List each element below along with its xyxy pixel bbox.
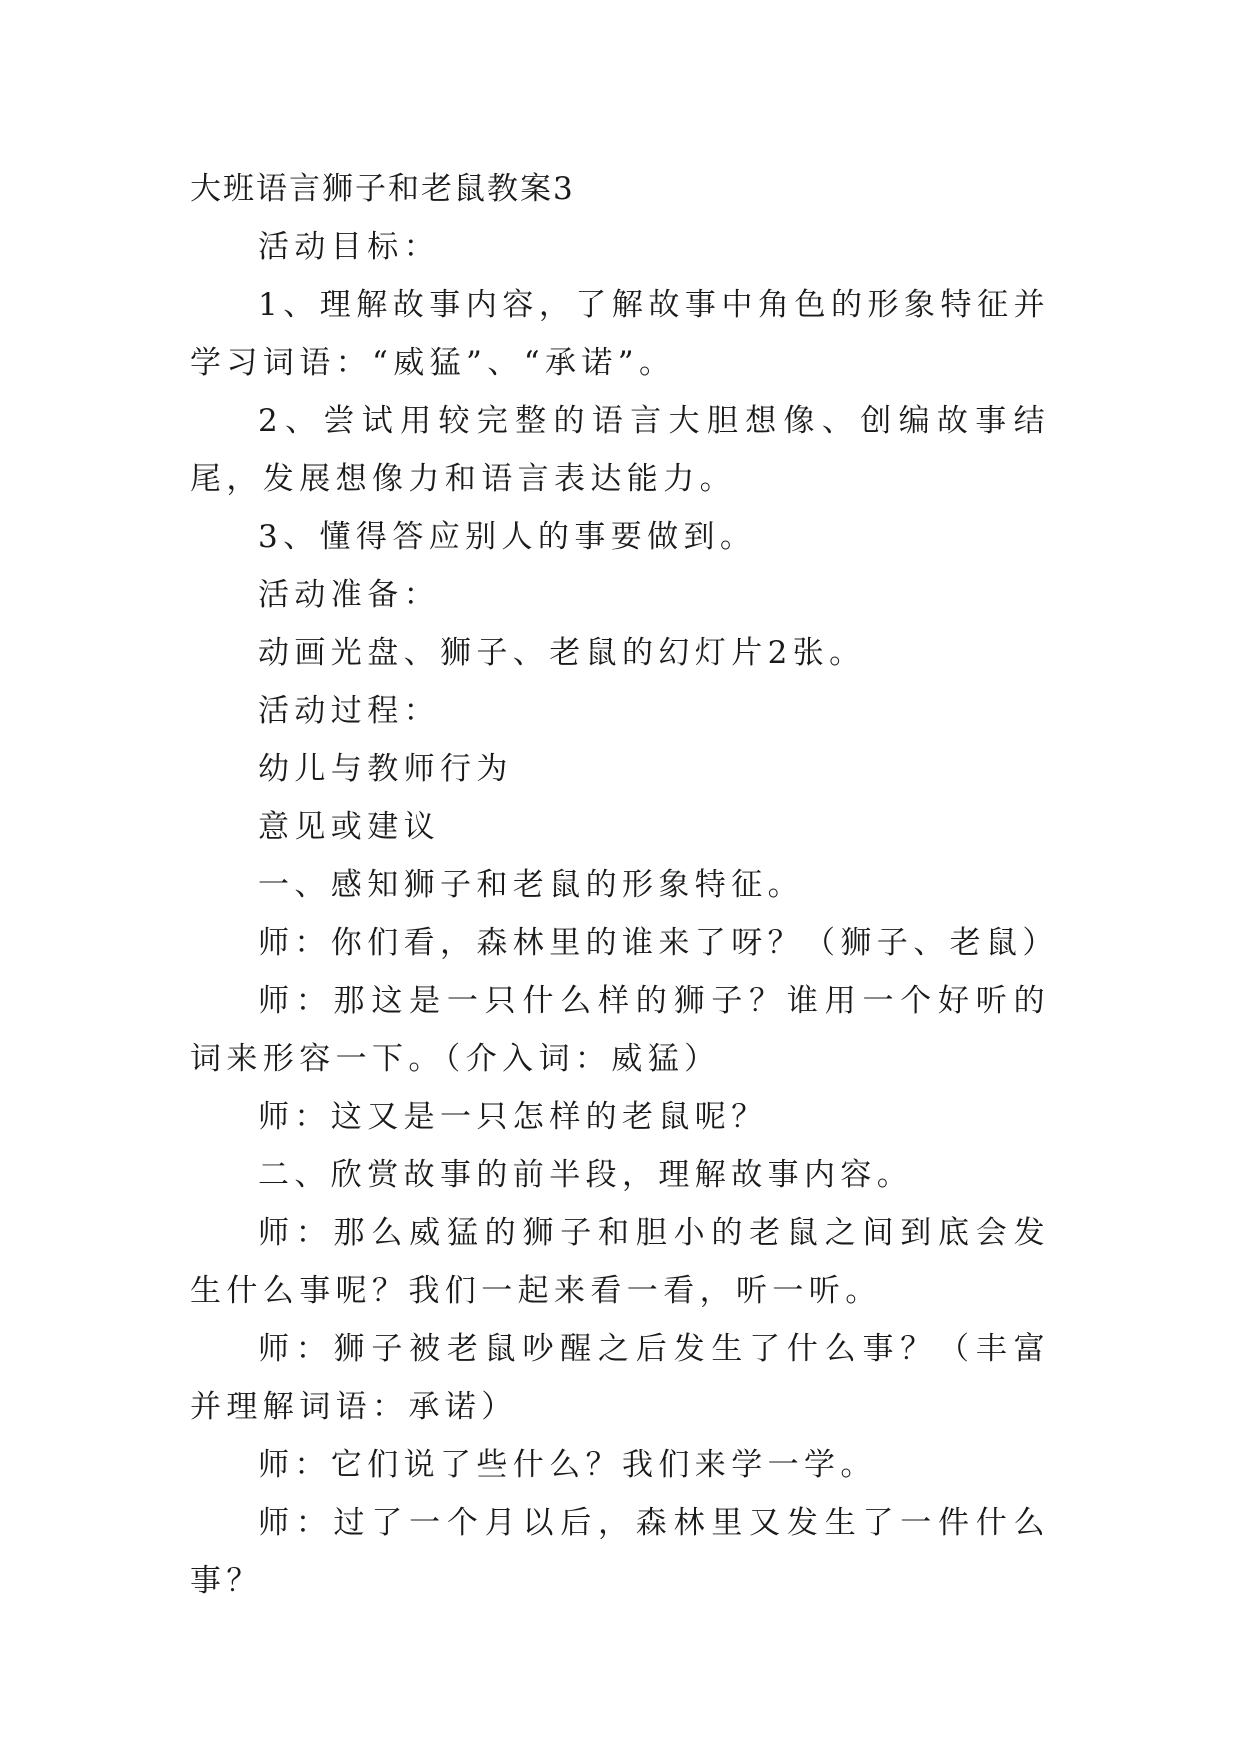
paragraph-goal-1: 1、理解故事内容，了解故事中角色的形象特征并学习词语：“威猛”、“承诺”。 <box>190 287 1050 381</box>
paragraph-teacher-2: 师：那这是一只什么样的狮子？谁用一个好听的词来形容一下。（介入词：威猛） <box>190 983 1050 1077</box>
paragraph-step-2: 二、欣赏故事的前半段，理解故事内容。 <box>258 1157 914 1193</box>
paragraph-teacher-5: 师：狮子被老鼠吵醒之后发生了什么事？（丰富并理解词语：承诺） <box>190 1331 1050 1425</box>
document-page <box>190 160 1059 1610</box>
paragraph-goal-2: 2、尝试用较完整的语言大胆想像、创编故事结尾，发展想像力和语言表达能力。 <box>190 403 1050 497</box>
paragraph-step-1: 一、感知狮子和老鼠的形象特征。 <box>258 867 804 903</box>
paragraph-process-heading: 活动过程： <box>258 693 440 729</box>
paragraph-teacher-6: 师：它们说了些什么？我们来学一学。 <box>258 1447 877 1483</box>
paragraph-behavior-label: 幼儿与教师行为 <box>258 751 513 787</box>
paragraph-goal-3: 3、懂得答应别人的事要做到。 <box>258 519 757 555</box>
paragraph-teacher-7: 师：过了一个月以后，森林里又发生了一件什么事？ <box>190 1505 1050 1599</box>
paragraph-activity-goals-heading: 活动目标： <box>258 229 440 265</box>
paragraph-preparation-heading: 活动准备： <box>258 577 440 613</box>
paragraph-preparation: 动画光盘、狮子、老鼠的幻灯片2张。 <box>258 635 866 671</box>
paragraph-teacher-4: 师：那么威猛的狮子和胆小的老鼠之间到底会发生什么事呢？我们一起来看一看，听一听。 <box>190 1215 1050 1309</box>
document-title: 大班语言狮子和老鼠教案3 <box>190 171 575 207</box>
paragraph-teacher-1: 师：你们看，森林里的谁来了呀？（狮子、老鼠） <box>258 925 1059 961</box>
paragraph-teacher-3: 师：这又是一只怎样的老鼠呢？ <box>258 1099 768 1135</box>
paragraph-suggestion-label: 意见或建议 <box>258 809 440 845</box>
